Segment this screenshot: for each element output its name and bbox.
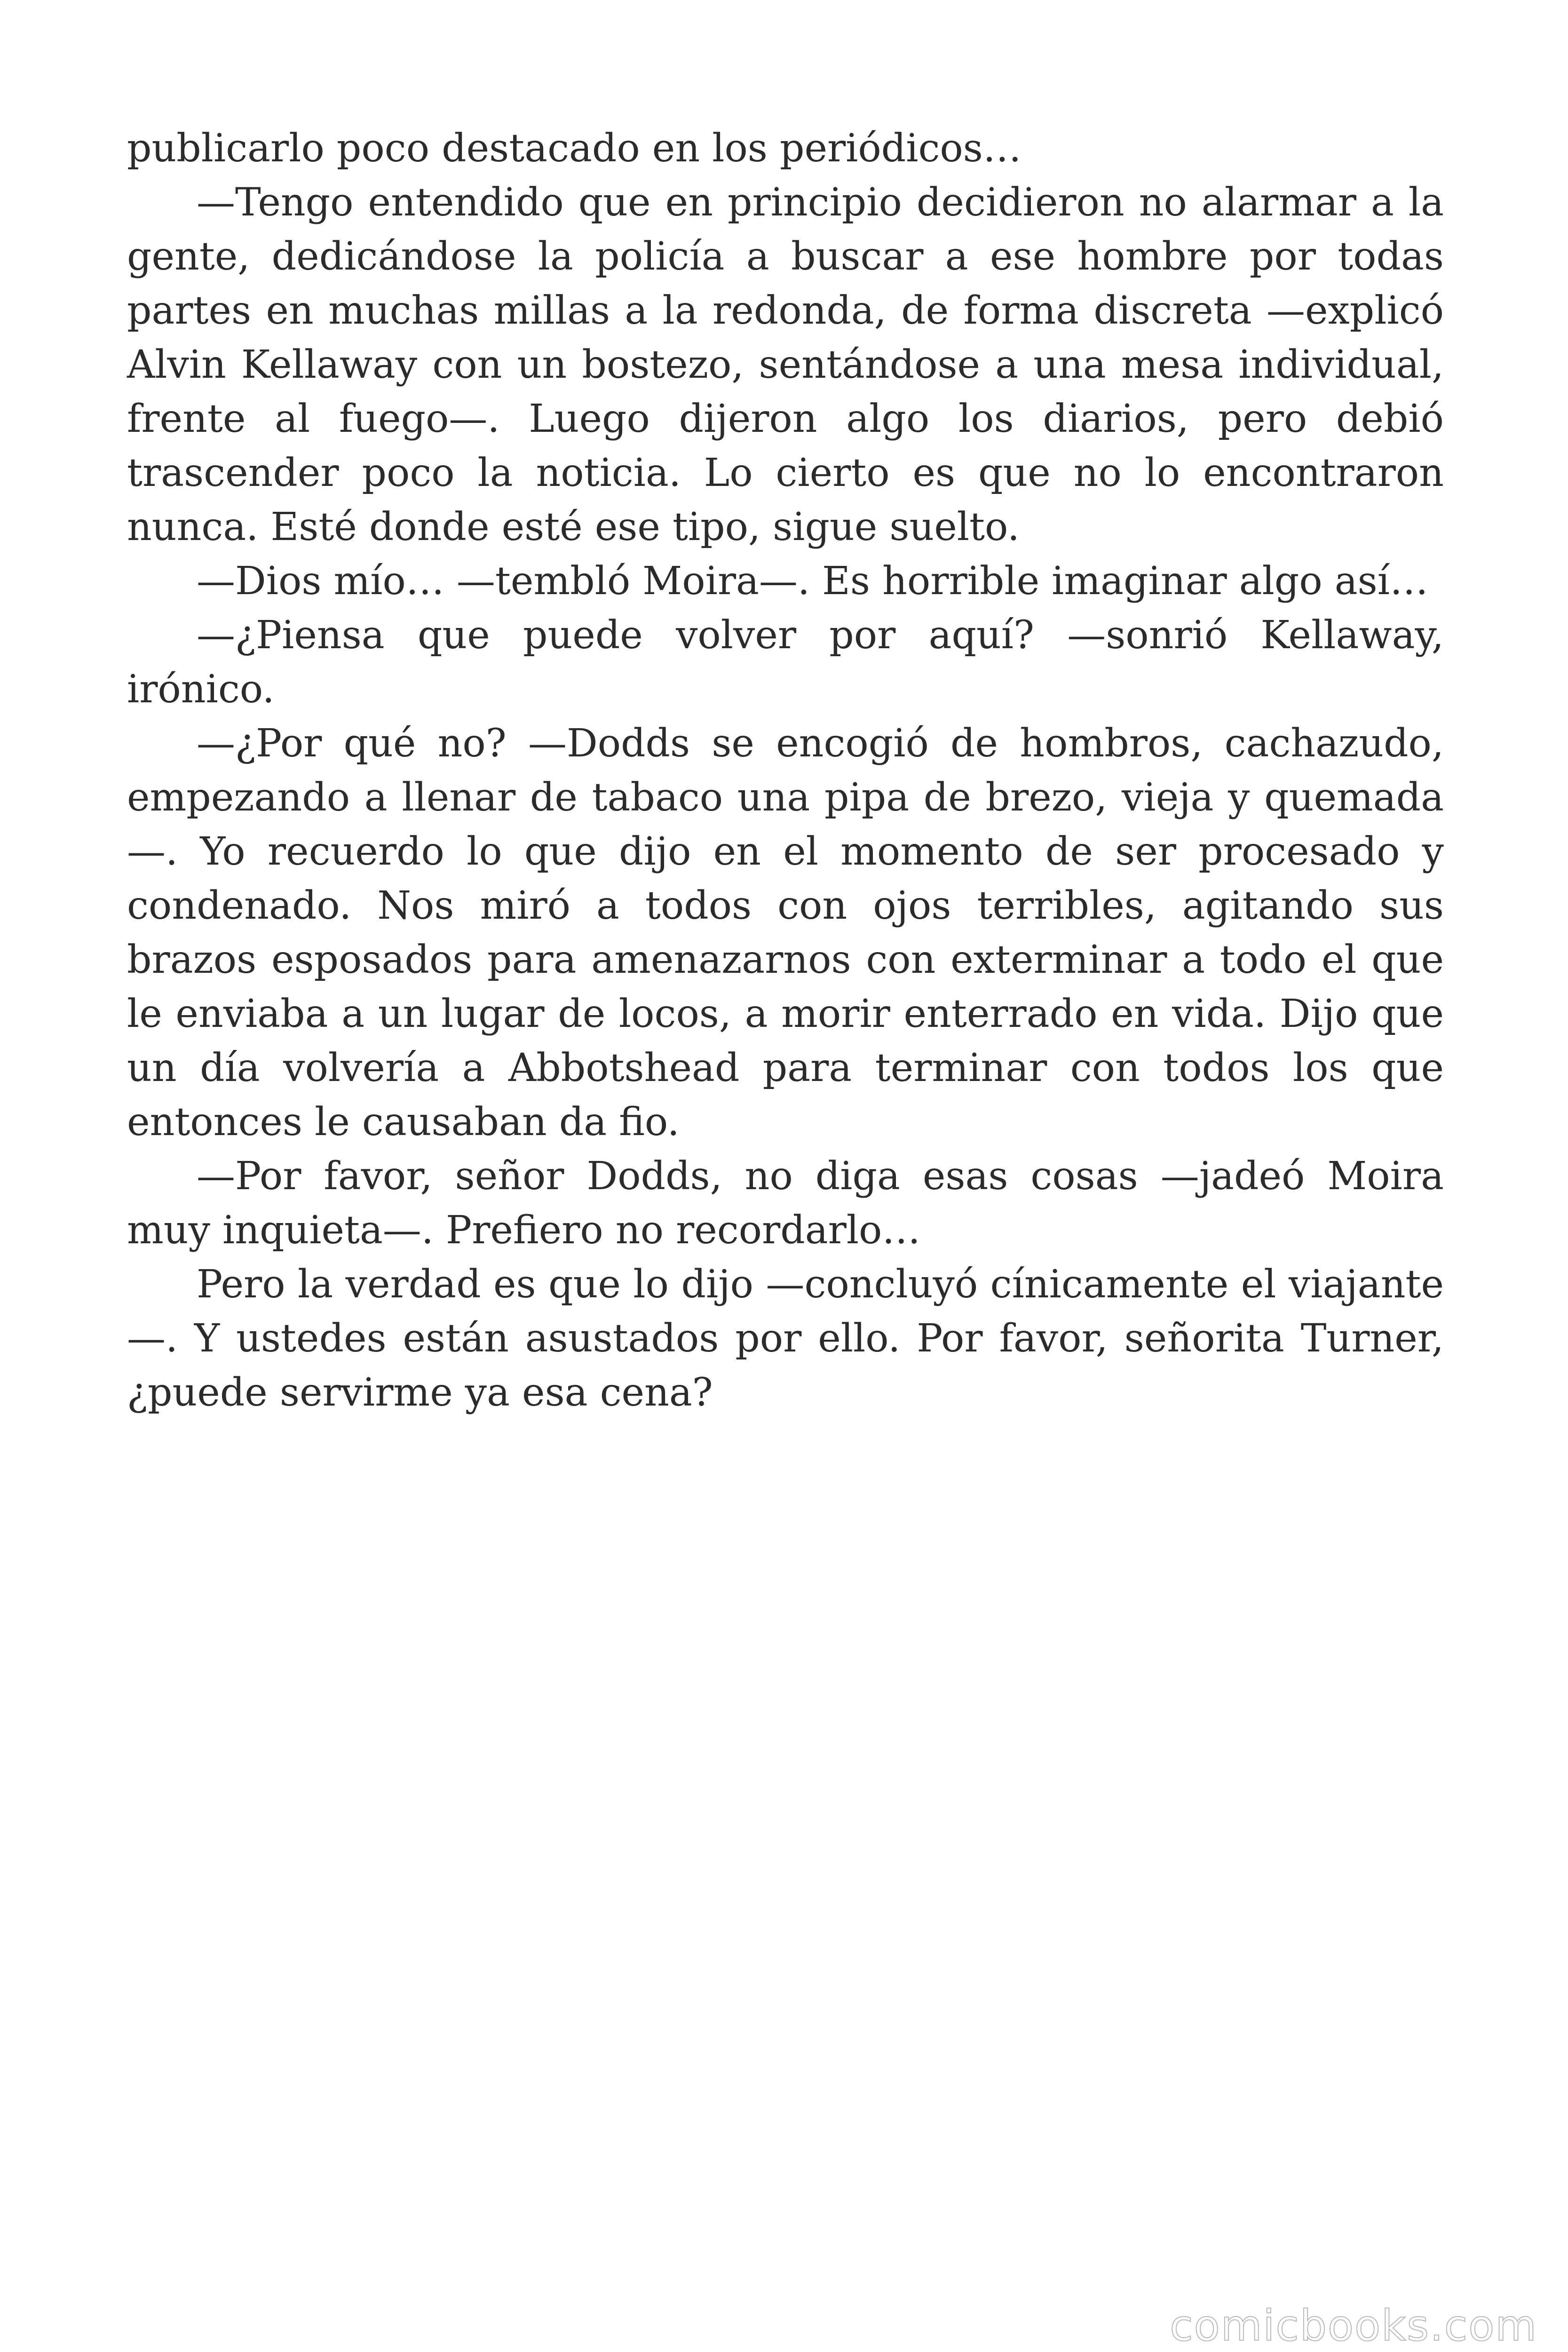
paragraph: publicarlo poco destacado en los periódicos… <box>127 126 1022 171</box>
paragraph: Pero la verdad es que lo dijo —concluyó cínicamente el viajante —. Y ustedes están asustados por ello. Por favor, señorita Turner, ¿puede servirme ya esa cena? <box>127 1262 1444 1415</box>
paragraph: —Por favor, señor Dodds, no diga esas cosas —jadeó Moira muy inquieta—. Prefiero no recordarlo… <box>127 1154 1444 1253</box>
paragraph: —Dios mío… —tembló Moira—. Es horrible imaginar algo así… <box>197 559 1428 604</box>
paragraph: —Tengo entendido que en principio decidieron no alarmar a la gente, dedicándose la policía a buscar a ese hombre por todas partes en muchas millas a la redonda, de forma discreta —explicó Alvin Kellaway con un bostezo, sentándose a una mesa individual, frente al fuego—. Luego dijeron algo los diarios, pero debió trascender poco la noticia. Lo cierto es que no lo encontraron nunca. Esté donde esté ese tipo, sigue suelto. <box>127 180 1444 549</box>
watermark: comicbooks.com <box>1170 2301 1537 2351</box>
page-text <box>127 121 1444 1420</box>
paragraph: —¿Piensa que puede volver por aquí? —sonrió Kellaway, irónico. <box>127 613 1444 712</box>
paragraph: —¿Por qué no? —Dodds se encogió de hombros, cachazudo, empezando a llenar de tabaco una pipa de brezo, vieja y quemada —. Yo recuerdo lo que dijo en el momento de ser procesado y condenado. Nos miró a todos con ojos terribles, agitando sus brazos esposados para amenazarnos con exterminar a todo el que le enviaba a un lugar de locos, a morir enterrado en vida. Dijo que un día volvería a Abbotshead para terminar con todos los que entonces le causaban da fio. <box>127 721 1444 1144</box>
